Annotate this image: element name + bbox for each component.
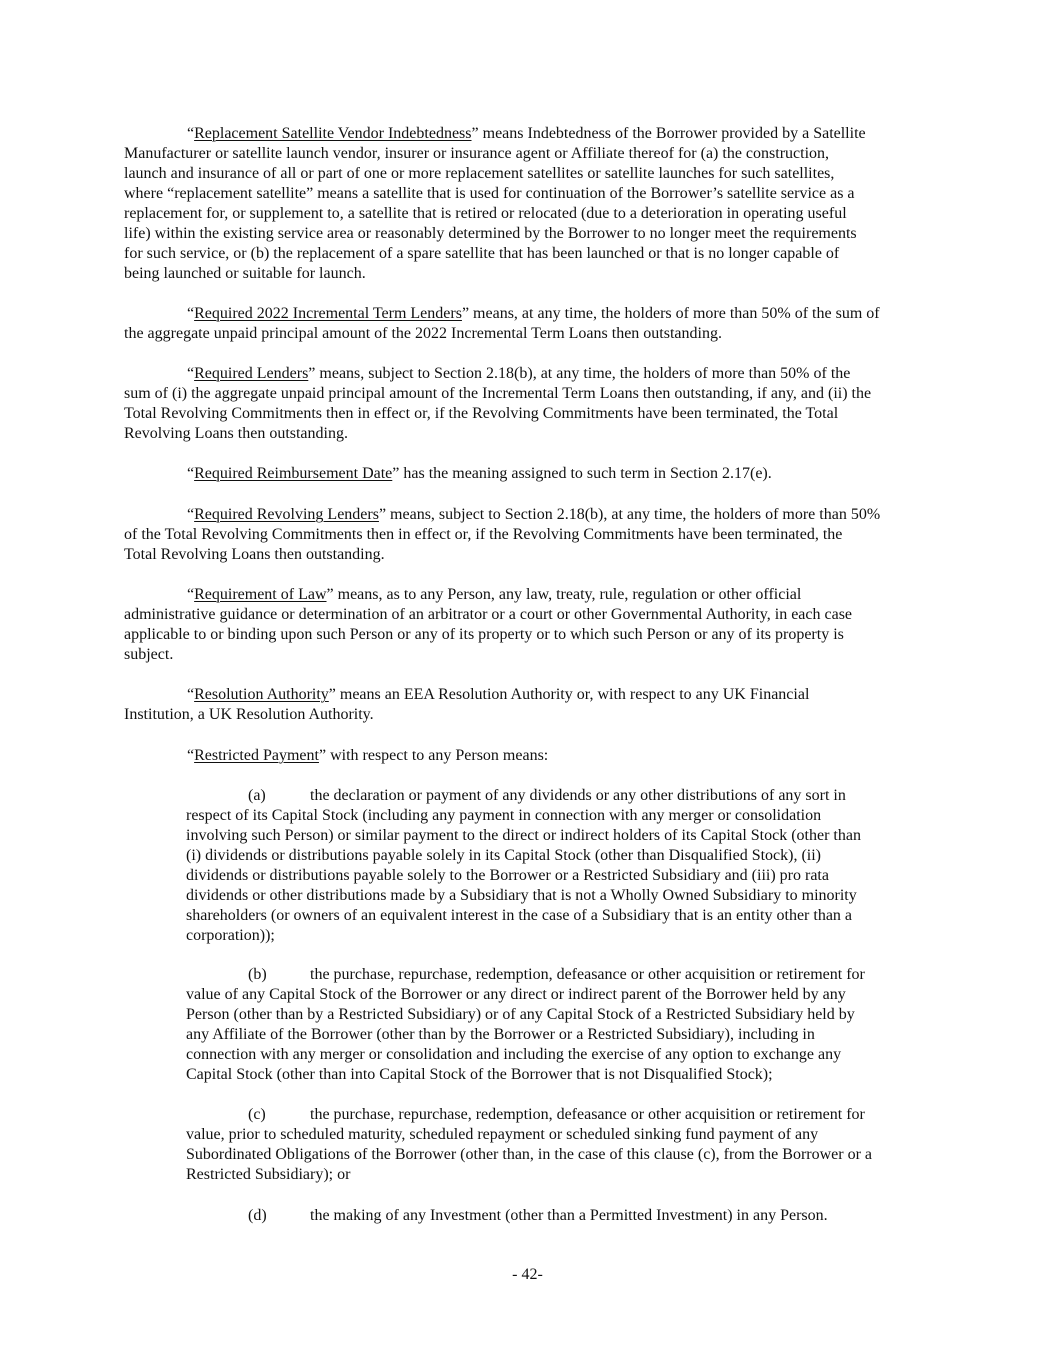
text-line: value, prior to scheduled maturity, scheduled repayment or scheduled sinking fund payment of any bbox=[186, 1126, 819, 1143]
text-line: launch and insurance of all or part of one or more replacement satellites or satellite launches for such satellites, bbox=[124, 165, 835, 182]
text-line: Institution, a UK Resolution Authority. bbox=[124, 706, 374, 723]
definition-first-line: “Requirement of Law” means, as to any Person, any law, treaty, rule, regulation or other official bbox=[187, 586, 802, 603]
text-line: Subordinated Obligations of the Borrower (other than, in the case of this clause (c), from the Borrower or a bbox=[186, 1146, 873, 1163]
text-line: replacement for, or supplement to, a satellite that is retired or relocated (due to a deterioration in operating useful bbox=[124, 205, 847, 222]
text-line: any Affiliate of the Borrower (other than by the Borrower or a Restricted Subsidiary), including in bbox=[186, 1026, 815, 1043]
text-line: shareholders (or owners of an equivalent interest in the case of a Subsidiary that is an entity other than a bbox=[186, 907, 853, 924]
text-line: Total Revolving Loans then outstanding. bbox=[124, 546, 385, 563]
defined-term: Resolution Authority bbox=[194, 686, 329, 703]
clause-label: (a) bbox=[248, 787, 266, 804]
text-line: the aggregate unpaid principal amount of the 2022 Incremental Term Loans then outstanding. bbox=[124, 325, 722, 342]
clause-label: (c) bbox=[248, 1106, 266, 1123]
definition-first-line: “Resolution Authority” means an EEA Resolution Authority or, with respect to any UK Financial bbox=[187, 686, 810, 703]
text-line: administrative guidance or determination of an arbitrator or a court or other Governmental Authority, in each case bbox=[124, 606, 853, 623]
page-number: - 42- bbox=[512, 1266, 543, 1283]
text-line: being launched or suitable for launch. bbox=[124, 265, 366, 282]
text-line: connection with any merger or consolidation and including the exercise of any option to exchange any bbox=[186, 1046, 842, 1063]
defined-term: Required Revolving Lenders bbox=[194, 506, 379, 523]
text-line: sum of (i) the aggregate unpaid principal amount of the Incremental Term Loans then outstanding, if any, and (ii) the bbox=[124, 385, 872, 402]
text-line: applicable to or binding upon such Person or any of its property or to which such Person or any of its property is bbox=[124, 626, 844, 643]
clause-first-line: (b) the purchase, repurchase, redemption, defeasance or other acquisition or retirement for bbox=[248, 966, 865, 983]
text-line: Manufacturer or satellite launch vendor, insurer or insurance agent or Affiliate thereof for (a) the construction, bbox=[124, 145, 830, 162]
definition-first-line: “Required Lenders” means, subject to Section 2.18(b), at any time, the holders of more than 50% of the bbox=[187, 365, 851, 382]
defined-term: Required Reimbursement Date bbox=[194, 465, 393, 482]
definition-first-line: “Required Reimbursement Date” has the meaning assigned to such term in Section 2.17(e). bbox=[187, 465, 772, 482]
definition-required-revolving-lenders bbox=[124, 505, 944, 565]
defined-term: Requirement of Law bbox=[194, 586, 327, 603]
text-line: Revolving Loans then outstanding. bbox=[124, 425, 348, 442]
clause-b bbox=[124, 965, 944, 1085]
clause-c bbox=[124, 1105, 944, 1185]
definition-resolution-authority bbox=[124, 685, 944, 725]
text-line: involving such Person) or similar payment to the direct or indirect holders of its Capital Stock (other than bbox=[186, 827, 861, 844]
defined-term: Required 2022 Incremental Term Lenders bbox=[194, 305, 462, 322]
text-line: Person (other than by a Restricted Subsidiary) or of any Capital Stock of a Restricted Subsidiary held by bbox=[186, 1006, 855, 1023]
text-line: Capital Stock (other than into Capital Stock of the Borrower that is not Disqualified Stock); bbox=[186, 1066, 773, 1083]
definition-replacement-satellite-vendor-indebtedness bbox=[124, 124, 944, 284]
text-line: (i) dividends or distributions payable solely in its Capital Stock (other than Disqualified Stock), (ii) bbox=[186, 847, 822, 864]
defined-term: Restricted Payment bbox=[194, 747, 319, 764]
clause-first-line: (a) the declaration or payment of any dividends or any other distributions of any sort in bbox=[248, 787, 846, 804]
clause-first-line: (c) the purchase, repurchase, redemption, defeasance or other acquisition or retirement for bbox=[248, 1106, 865, 1123]
definition-required-lenders bbox=[124, 364, 944, 444]
text-line: value of any Capital Stock of the Borrower or any direct or indirect parent of the Borrower held by any bbox=[186, 986, 846, 1003]
text-line: dividends or distributions payable solely to the Borrower or a Restricted Subsidiary and (iii) pro rata bbox=[186, 867, 829, 884]
text-line: dividends or other distributions made by a Subsidiary that is not a Wholly Owned Subsidiary to minority bbox=[186, 887, 857, 904]
clause-first-line: (d) the making of any Investment (other than a Permitted Investment) in any Person. bbox=[248, 1207, 828, 1224]
definition-required-2022-incremental-term-lenders bbox=[124, 304, 944, 344]
text-line: of the Total Revolving Commitments then in effect or, if the Revolving Commitments have been terminated, the bbox=[124, 526, 843, 543]
text-line: life) within the existing service area or reasonably determined by the Borrower to no longer meet the requirements bbox=[124, 225, 857, 242]
text-line: Total Revolving Commitments then in effect or, if the Revolving Commitments have been terminated, the Total bbox=[124, 405, 839, 422]
clause-d bbox=[124, 1206, 944, 1226]
definition-first-line: “Required 2022 Incremental Term Lenders” means, at any time, the holders of more than 50% of the sum of bbox=[187, 305, 880, 322]
text-line: corporation)); bbox=[186, 927, 275, 944]
text-line: subject. bbox=[124, 646, 174, 663]
definition-first-line: “Required Revolving Lenders” means, subject to Section 2.18(b), at any time, the holders of more than 50% bbox=[187, 506, 881, 523]
defined-term: Replacement Satellite Vendor Indebtedness bbox=[194, 125, 472, 142]
definition-requirement-of-law bbox=[124, 585, 944, 665]
text-line: for such service, or (b) the replacement of a spare satellite that has been launched or that is no longer capable of bbox=[124, 245, 840, 262]
definition-required-reimbursement-date bbox=[124, 464, 944, 484]
text-line: Restricted Subsidiary); or bbox=[186, 1166, 351, 1183]
text-line: where “replacement satellite” means a satellite that is used for continuation of the Borrower’s satellite service as a bbox=[124, 185, 855, 202]
definition-restricted-payment bbox=[124, 746, 944, 766]
clause-label: (b) bbox=[248, 966, 267, 983]
defined-term: Required Lenders bbox=[194, 365, 309, 382]
definition-first-line: “Replacement Satellite Vendor Indebtedness” means Indebtedness of the Borrower provided by a Satellite bbox=[187, 125, 866, 142]
clause-label: (d) bbox=[248, 1207, 267, 1224]
text-line: respect of its Capital Stock (including any payment in connection with any merger or consolidation bbox=[186, 807, 822, 824]
clause-a bbox=[124, 786, 944, 946]
definition-first-line: “Restricted Payment” with respect to any Person means: bbox=[187, 747, 549, 764]
